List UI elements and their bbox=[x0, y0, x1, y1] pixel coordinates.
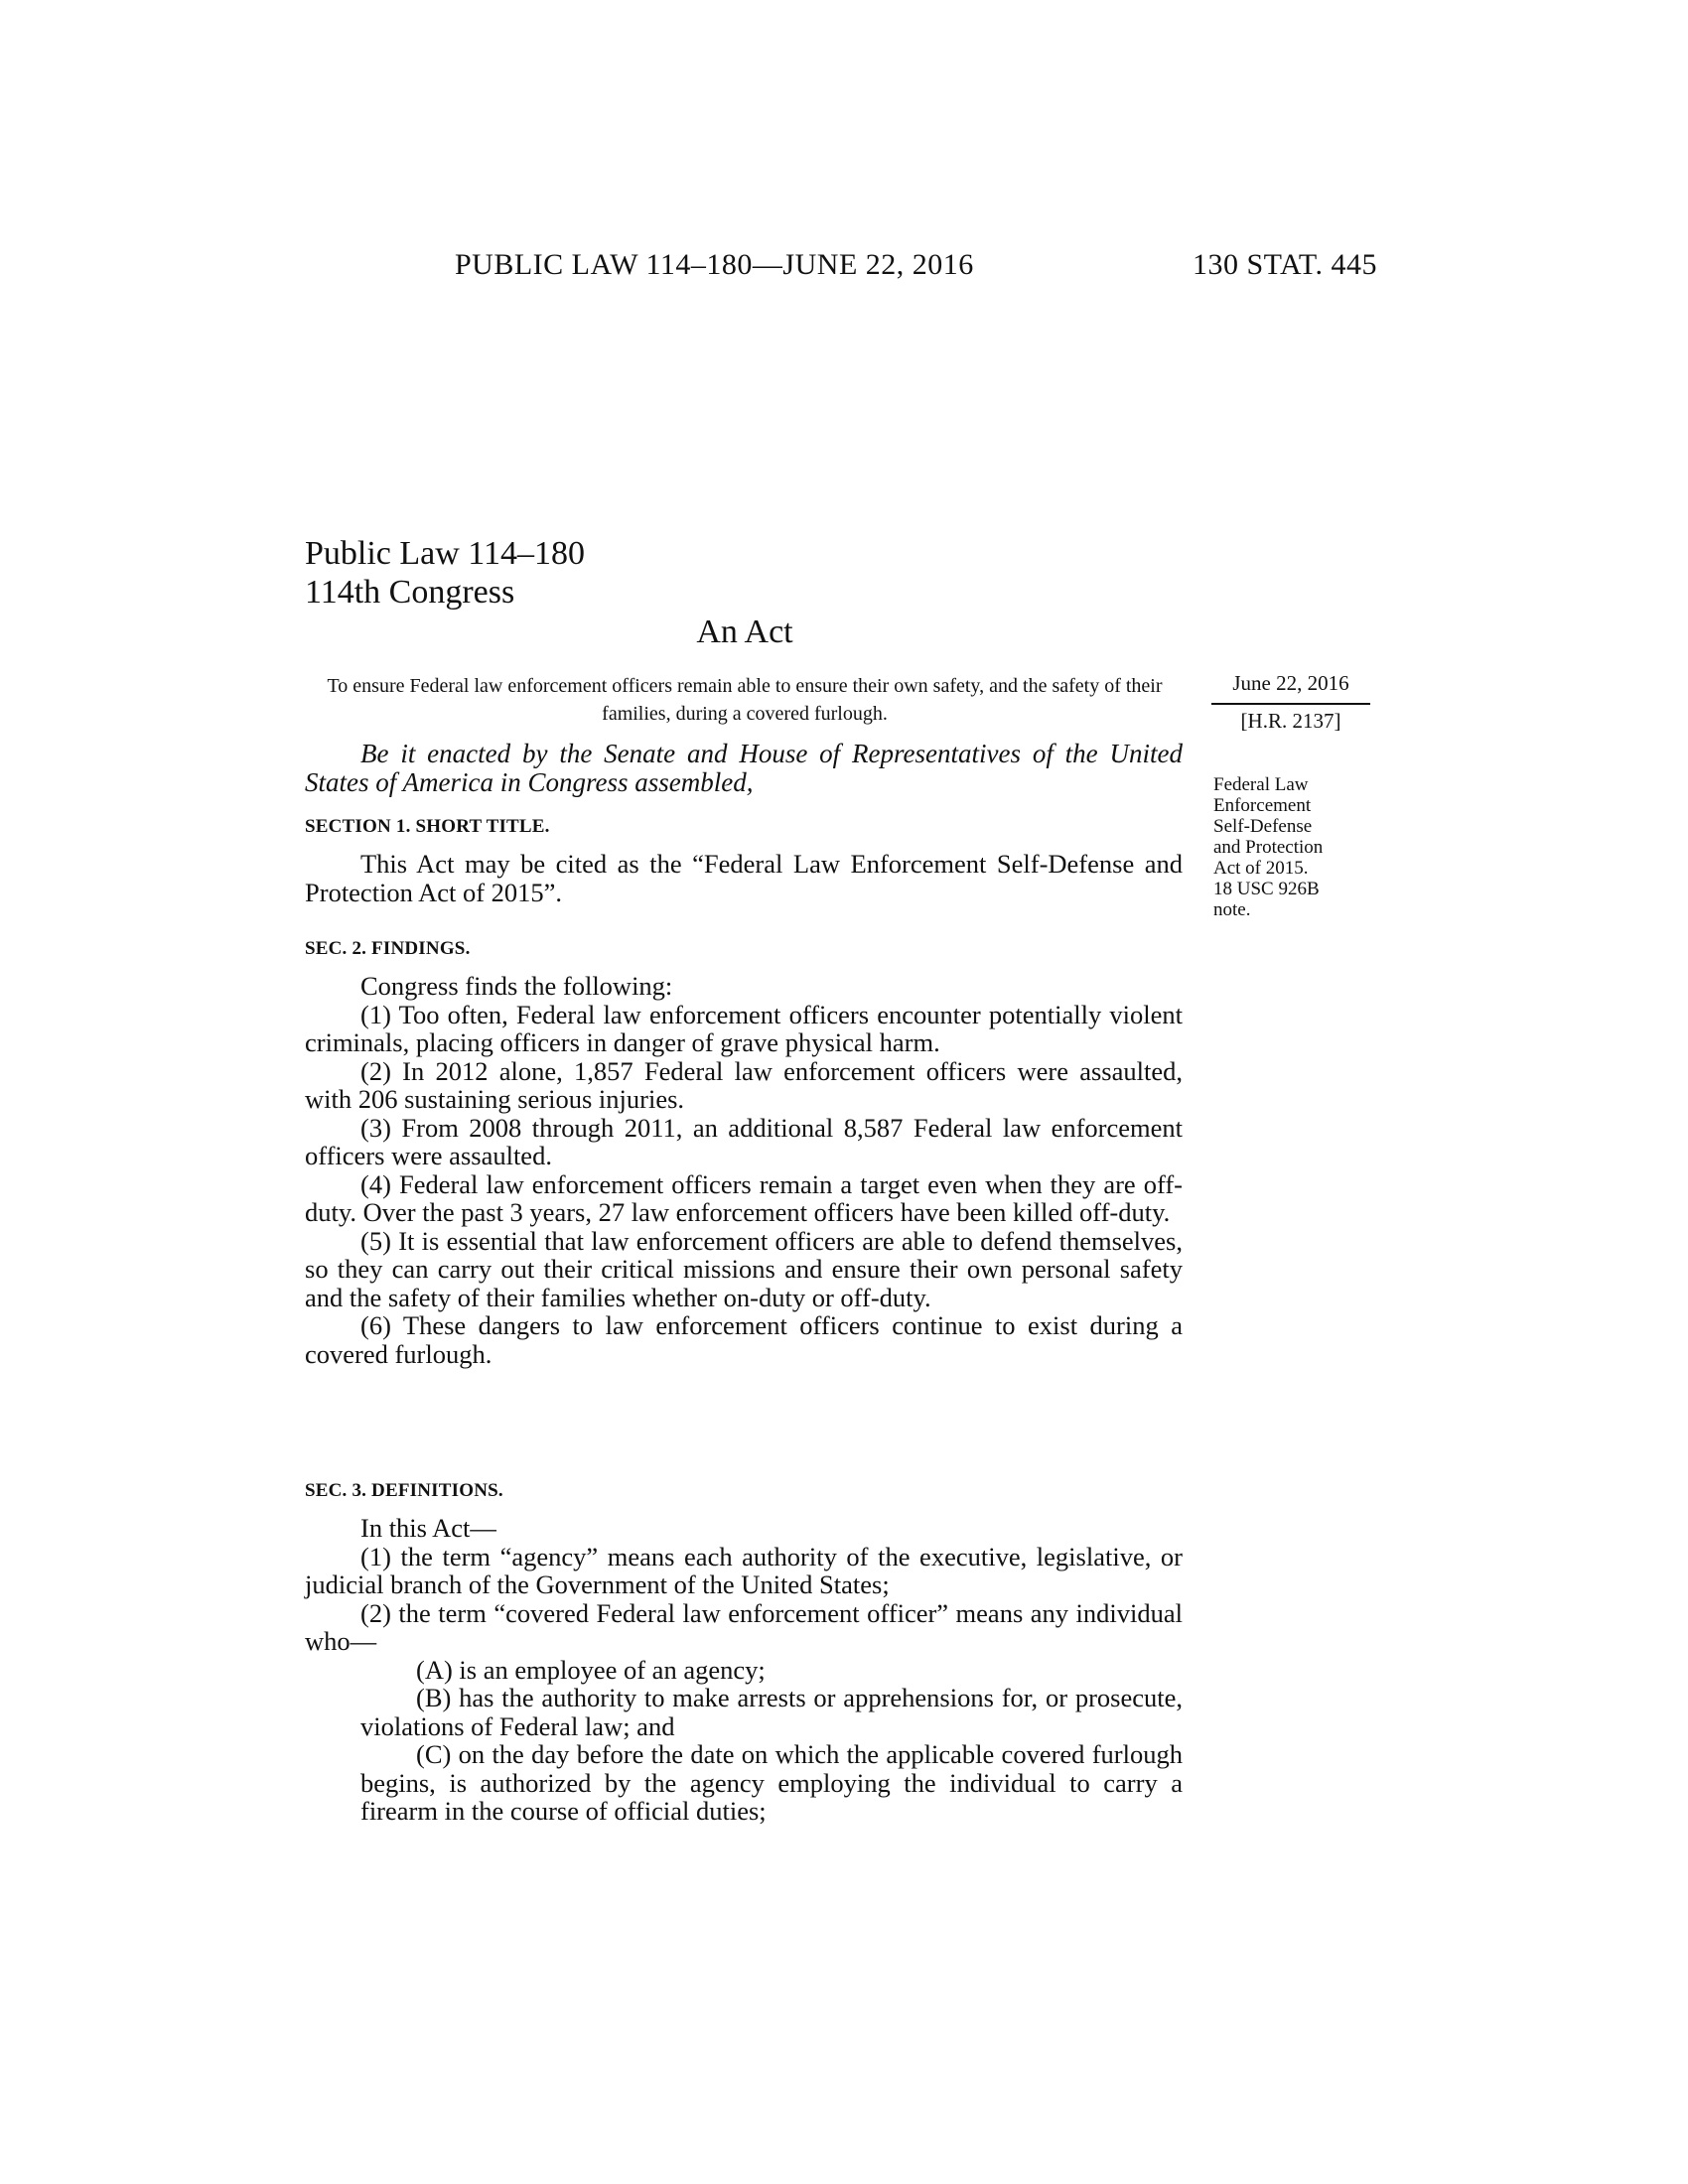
definitions-intro: In this Act— bbox=[360, 1513, 496, 1543]
definition-item: (2) the term “covered Federal law enforcement officer” means any individual who— bbox=[305, 1597, 1183, 1656]
finding-item: (2) In 2012 alone, 1,857 Federal law enforcement officers were assaulted, with 206 sustaining serious injuries. bbox=[305, 1055, 1183, 1114]
margin-note-line: note. bbox=[1213, 899, 1251, 920]
margin-note bbox=[1213, 774, 1362, 920]
enacting-clause bbox=[305, 740, 1183, 797]
margin-note-line: and Protection bbox=[1213, 837, 1324, 858]
section-2-heading: SEC. 2. FINDINGS. bbox=[305, 938, 471, 959]
section-1-heading: SECTION 1. SHORT TITLE. bbox=[305, 816, 550, 837]
running-head-title: PUBLIC LAW 114–180—JUNE 22, 2016 bbox=[455, 248, 974, 281]
findings-intro: Congress finds the following: bbox=[360, 971, 673, 1001]
definition-subitem: (C) on the day before the date on which the applicable covered furlough begins, is authorized by the agency employing the individual to carry a firearm in the course of official duties; bbox=[360, 1739, 1183, 1826]
section-3-body bbox=[305, 1514, 1183, 1826]
short-title-text: This Act may be cited as the “Federal Law Enforcement Self-Defense and Protection Act of 2015”. bbox=[305, 849, 1183, 907]
bill-number: [H.R. 2137] bbox=[1240, 709, 1341, 733]
act-purpose: To ensure Federal law enforcement officers remain able to ensure their own safety, and the safety of their families, during a covered furlough. bbox=[327, 675, 1163, 725]
margin-note-line: Self-Defense bbox=[1213, 816, 1313, 837]
finding-item: (5) It is essential that law enforcement officers are able to defend themselves, so they can carry out their critical missions and ensure their own personal safety and the safety of their families whether on-duty or off-duty. bbox=[305, 1225, 1183, 1312]
congress-number: 114th Congress bbox=[305, 574, 515, 611]
margin-note-line: Act of 2015. bbox=[1213, 858, 1309, 879]
section-3-heading: SEC. 3. DEFINITIONS. bbox=[305, 1480, 503, 1501]
section-2-body bbox=[305, 972, 1183, 1368]
enactment-date: June 22, 2016 bbox=[1232, 671, 1349, 695]
public-law-number: Public Law 114–180 bbox=[305, 535, 586, 572]
finding-item: (1) Too often, Federal law enforcement officers encounter potentially violent criminals, placing officers in danger of grave physical harm. bbox=[305, 999, 1183, 1057]
margin-note-line: Enforcement bbox=[1213, 795, 1312, 816]
margin-note-line: Federal Law bbox=[1213, 774, 1309, 795]
act-title: An Act bbox=[696, 614, 793, 650]
enacting-clause-text: Be it enacted by the Senate and House of Representatives of the United States of America in Congress assembled, bbox=[305, 739, 1183, 797]
finding-item: (4) Federal law enforcement officers remain a target even when they are off-duty. Over the past 3 years, 27 law enforcement officers have been killed off-duty. bbox=[305, 1168, 1183, 1227]
section-1-body bbox=[305, 850, 1183, 906]
definition-subitem: (B) has the authority to make arrests or apprehensions for, or prosecute, violations of Federal law; and bbox=[360, 1683, 1183, 1741]
sidebar-divider bbox=[1211, 703, 1370, 705]
finding-item: (6) These dangers to law enforcement officers continue to exist during a covered furlough. bbox=[305, 1310, 1183, 1369]
definition-item: (1) the term “agency” means each authority of the executive, legislative, or judicial branch of the Government of the United States; bbox=[305, 1541, 1183, 1599]
statute-page-reference: 130 STAT. 445 bbox=[1192, 248, 1377, 281]
finding-item: (3) From 2008 through 2011, an additional 8,587 Federal law enforcement officers were assaulted. bbox=[305, 1112, 1183, 1170]
definition-subitem: (A) is an employee of an agency; bbox=[416, 1654, 766, 1685]
margin-note-line: 18 USC 926B bbox=[1213, 879, 1320, 899]
